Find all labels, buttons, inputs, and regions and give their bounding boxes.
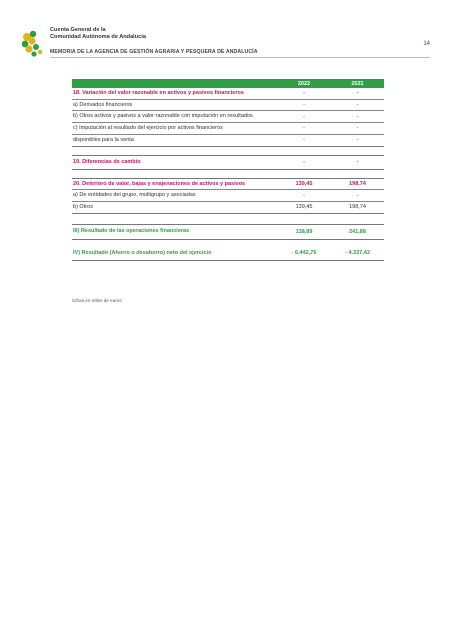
spacer	[72, 214, 384, 224]
table-row: disponibles para la venta - -	[72, 135, 384, 147]
table-row: 19. Diferencias de cambio - -	[72, 155, 384, 170]
page-number: 14	[423, 41, 430, 47]
table-row: b) Otros 139,45 198,74	[72, 202, 384, 214]
table-row: c) Imputación al resultado del ejercicio por activos financieros - -	[72, 123, 384, 135]
table-row: a) De entidades del grupo, multigrupo y asociadas - -	[72, 190, 384, 202]
column-header-2021: 2021	[351, 80, 364, 87]
financial-table	[72, 79, 384, 261]
table-header-row	[72, 79, 384, 88]
footnote: Cifras en miles de euros	[72, 298, 122, 303]
org-line-1: Cuenta General de la	[50, 27, 106, 33]
table-row: b) Otros activos y pasivos a valor razonable con imputación en resultados - -	[72, 111, 384, 123]
header-divider	[50, 57, 430, 58]
table-row: 20. Deterioro de valor, bajas y enajenaciones de activos y pasivos 139,45 198,74	[72, 178, 384, 191]
table-row: IV) Resultado (Ahorro o desahorro) neto del ejercicio - 6.442,76 - 4.337,42	[72, 246, 384, 261]
org-line-2: Comunidad Autónoma de Andalucía	[50, 34, 146, 40]
table-row: III) Resultado de las operaciones financieras 138,89 241,88	[72, 224, 384, 240]
org-name	[50, 27, 146, 41]
logo-icon	[20, 29, 48, 57]
spacer	[72, 147, 384, 155]
document-subtitle: MEMORIA DE LA AGENCIA DE GESTIÓN AGRARIA Y PESQUERA DE ANDALUCÍA	[50, 49, 258, 55]
column-header-2022: 2022	[297, 80, 311, 87]
table-row: a) Derivados financieros - -	[72, 100, 384, 112]
table-row: 18. Variación del valor razonable en activos y pasivos financieros - -	[72, 88, 384, 100]
spacer	[72, 170, 384, 178]
page-header	[20, 27, 430, 59]
